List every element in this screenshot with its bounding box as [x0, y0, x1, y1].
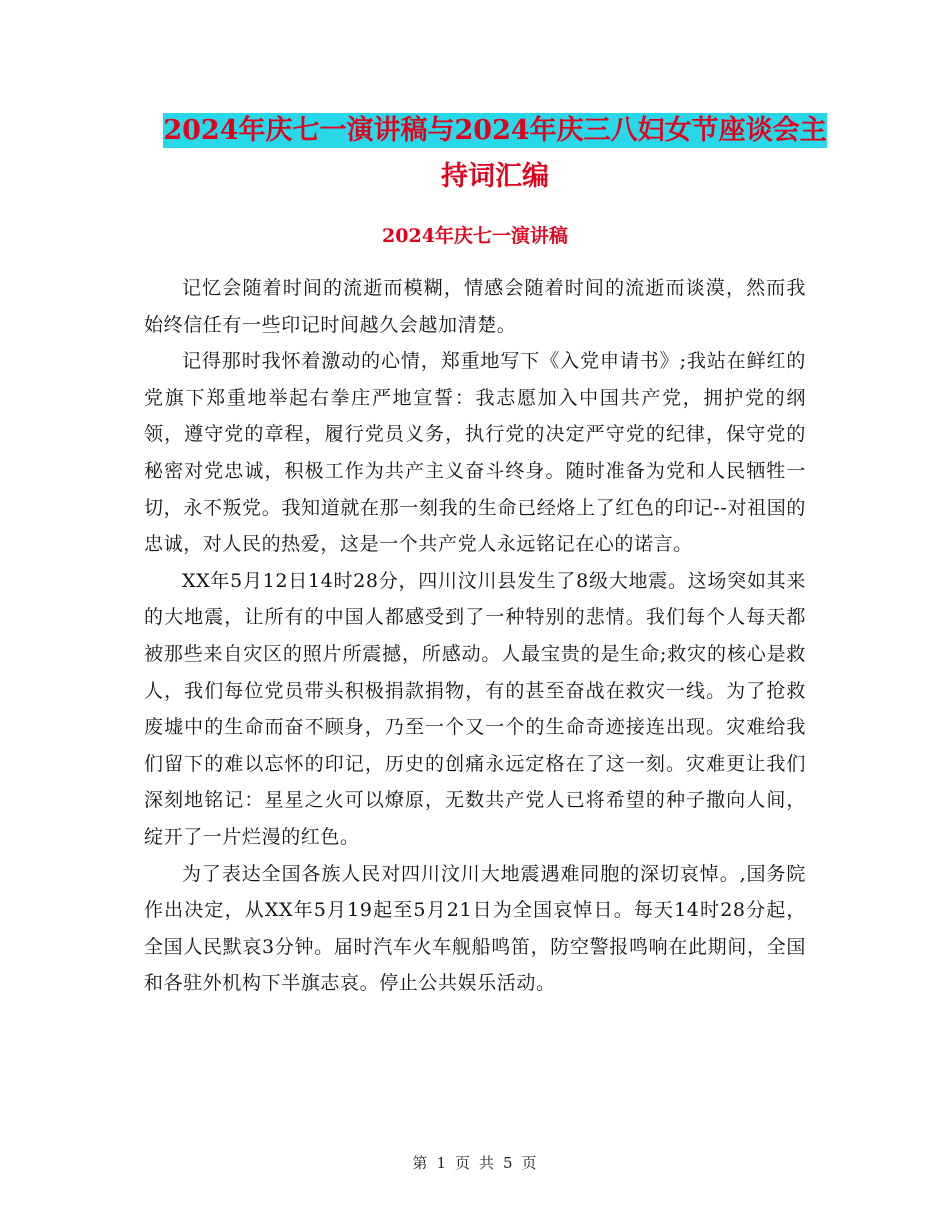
- paragraph: 记得那时我怀着激动的心情，郑重地写下《入党申请书》;我站在鲜红的党旗下郑重地举起右拳庄严地宣誓：我志愿加入中国共产党，拥护党的纲领，遵守党的章程，履行党员义务，执行党的决定严守党的纪律，保守党的秘密对党忠诚，积极工作为共产主义奋斗终身。随时准备为党和人民牺牲一切，永不叛党。我知道就在那一刻我的生命已经烙上了红色的印记--对祖国的忠诚，对人民的热爱，这是一个共产党人永远铭记在心的诺言。: [144, 350, 806, 556]
- page-label-mid: 页: [454, 1154, 471, 1172]
- paragraph: XX年5月12日14时28分，四川汶川县发生了8级大地震。这场突如其来的大地震，让所有的中国人都感受到了一种特别的悲情。我们每个人每天都被那些来自灾区的照片所震撼，所感动。人最宝贵的是生命;救灾的核心是救人，我们每位党员带头积极捐款捐物，有的甚至奋战在救灾一线。为了抢救废墟中的生命而奋不顾身，乃至一个又一个的生命奇迹接连出现。灾难给我们留下的难以忘怀的印记，历史的创痛永远定格在了这一刻。灾难更让我们深刻地铭记：星星之火可以燎原，无数共产党人已将希望的种子撒向人间，绽开了一片烂漫的红色。: [144, 569, 806, 848]
- document-title-line2: 持词汇编: [441, 161, 549, 192]
- paragraph: 为了表达全国各族人民对四川汶川大地震遇难同胞的深切哀悼。,国务院作出决定，从XX年5月19起至5月21日为全国哀悼日。每天14时28分起，全国人民默哀3分钟。届时汽车火车舰船鸣笛，防空警报鸣响在此期间，全国和各驻外机构下半旗志哀。停止公共娱乐活动。: [144, 862, 806, 995]
- page-label-total-prefix: 共: [479, 1154, 496, 1172]
- paragraph: 记忆会随着时间的流逝而模糊，情感会随着时间的流逝而谈漠，然而我始终信任有一些印记时间越久会越加清楚。: [144, 277, 806, 336]
- document-title-line1: 2024年庆七一演讲稿与2024年庆三八妇女节座谈会主: [163, 115, 827, 146]
- document-title: [150, 108, 840, 200]
- page-number-total: 5: [503, 1154, 514, 1172]
- section-title: 2024年庆七一演讲稿: [382, 225, 568, 247]
- page-label-prefix: 第: [412, 1154, 429, 1172]
- page-footer: [0, 1152, 950, 1173]
- page-label-suffix: 页: [521, 1154, 538, 1172]
- page-number-current: 1: [436, 1154, 447, 1172]
- document-body: [144, 270, 806, 1002]
